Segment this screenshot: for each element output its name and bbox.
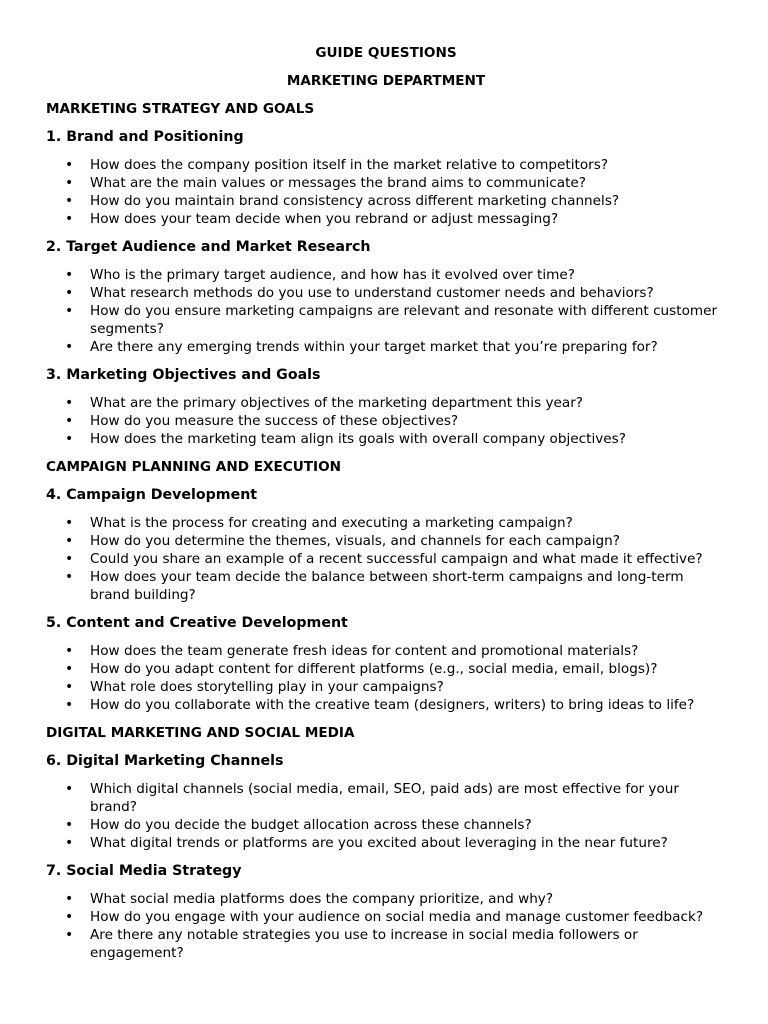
question-item: • What research methods do you use to understand customer needs and behaviors? — [46, 284, 726, 302]
question-item: • How does the team generate fresh ideas for content and promotional materials? — [46, 642, 726, 660]
subsection-heading: 6. Digital Marketing Channels — [46, 753, 284, 769]
subsection-heading: 4. Campaign Development — [46, 487, 258, 503]
question-item: • What are the main values or messages the brand aims to communicate? — [46, 174, 726, 192]
question-item: • How does the marketing team align its goals with overall company objectives? — [46, 430, 726, 448]
question-item: • Are there any notable strategies you use to increase in social media followers or engagement? — [46, 926, 726, 962]
question-item: • Which digital channels (social media, email, SEO, paid ads) are most effective for your brand? — [46, 780, 726, 816]
question-item: • What role does storytelling play in your campaigns? — [46, 678, 726, 696]
question-item: • Could you share an example of a recent successful campaign and what made it effective? — [46, 550, 726, 568]
section-heading: CAMPAIGN PLANNING AND EXECUTION — [46, 459, 342, 475]
question-list — [46, 156, 726, 228]
subsection-heading: 7. Social Media Strategy — [46, 863, 242, 879]
question-item: • What is the process for creating and executing a marketing campaign? — [46, 514, 726, 532]
question-item: • How does the company position itself in the market relative to competitors? — [46, 156, 726, 174]
subsection-heading: 5. Content and Creative Development — [46, 615, 348, 631]
question-list — [46, 266, 726, 356]
question-list — [46, 514, 726, 604]
document-title: GUIDE QUESTIONS — [315, 45, 457, 61]
department-title: MARKETING DEPARTMENT — [286, 73, 486, 89]
question-item: • What are the primary objectives of the marketing department this year? — [46, 394, 726, 412]
question-list — [46, 890, 726, 962]
section-heading: DIGITAL MARKETING AND SOCIAL MEDIA — [46, 725, 355, 741]
document-body — [46, 44, 726, 972]
question-list — [46, 780, 726, 852]
question-item: • How do you measure the success of these objectives? — [46, 412, 726, 430]
question-item: • How do you maintain brand consistency across different marketing channels? — [46, 192, 726, 210]
question-item: • How do you ensure marketing campaigns are relevant and resonate with different customer segments? — [46, 302, 726, 338]
question-item: • How do you decide the budget allocation across these channels? — [46, 816, 726, 834]
question-item: • How does your team decide the balance between short-term campaigns and long-term brand building? — [46, 568, 726, 604]
question-item: • How do you collaborate with the creative team (designers, writers) to bring ideas to life? — [46, 696, 726, 714]
question-item: • What social media platforms does the company prioritize, and why? — [46, 890, 726, 908]
question-item: • Are there any emerging trends within your target market that you’re preparing for? — [46, 338, 726, 356]
question-item: • Who is the primary target audience, and how has it evolved over time? — [46, 266, 726, 284]
question-list — [46, 642, 726, 714]
question-item: • How does your team decide when you rebrand or adjust messaging? — [46, 210, 726, 228]
subsection-heading: 1. Brand and Positioning — [46, 129, 244, 145]
question-item: • How do you adapt content for different platforms (e.g., social media, email, blogs)? — [46, 660, 726, 678]
question-list — [46, 394, 726, 448]
subsection-heading: 3. Marketing Objectives and Goals — [46, 367, 321, 383]
question-item: • How do you determine the themes, visuals, and channels for each campaign? — [46, 532, 726, 550]
subsection-heading: 2. Target Audience and Market Research — [46, 239, 371, 255]
section-heading: MARKETING STRATEGY AND GOALS — [46, 101, 315, 117]
question-item: • What digital trends or platforms are you excited about leveraging in the near future? — [46, 834, 726, 852]
question-item: • How do you engage with your audience on social media and manage customer feedback? — [46, 908, 726, 926]
